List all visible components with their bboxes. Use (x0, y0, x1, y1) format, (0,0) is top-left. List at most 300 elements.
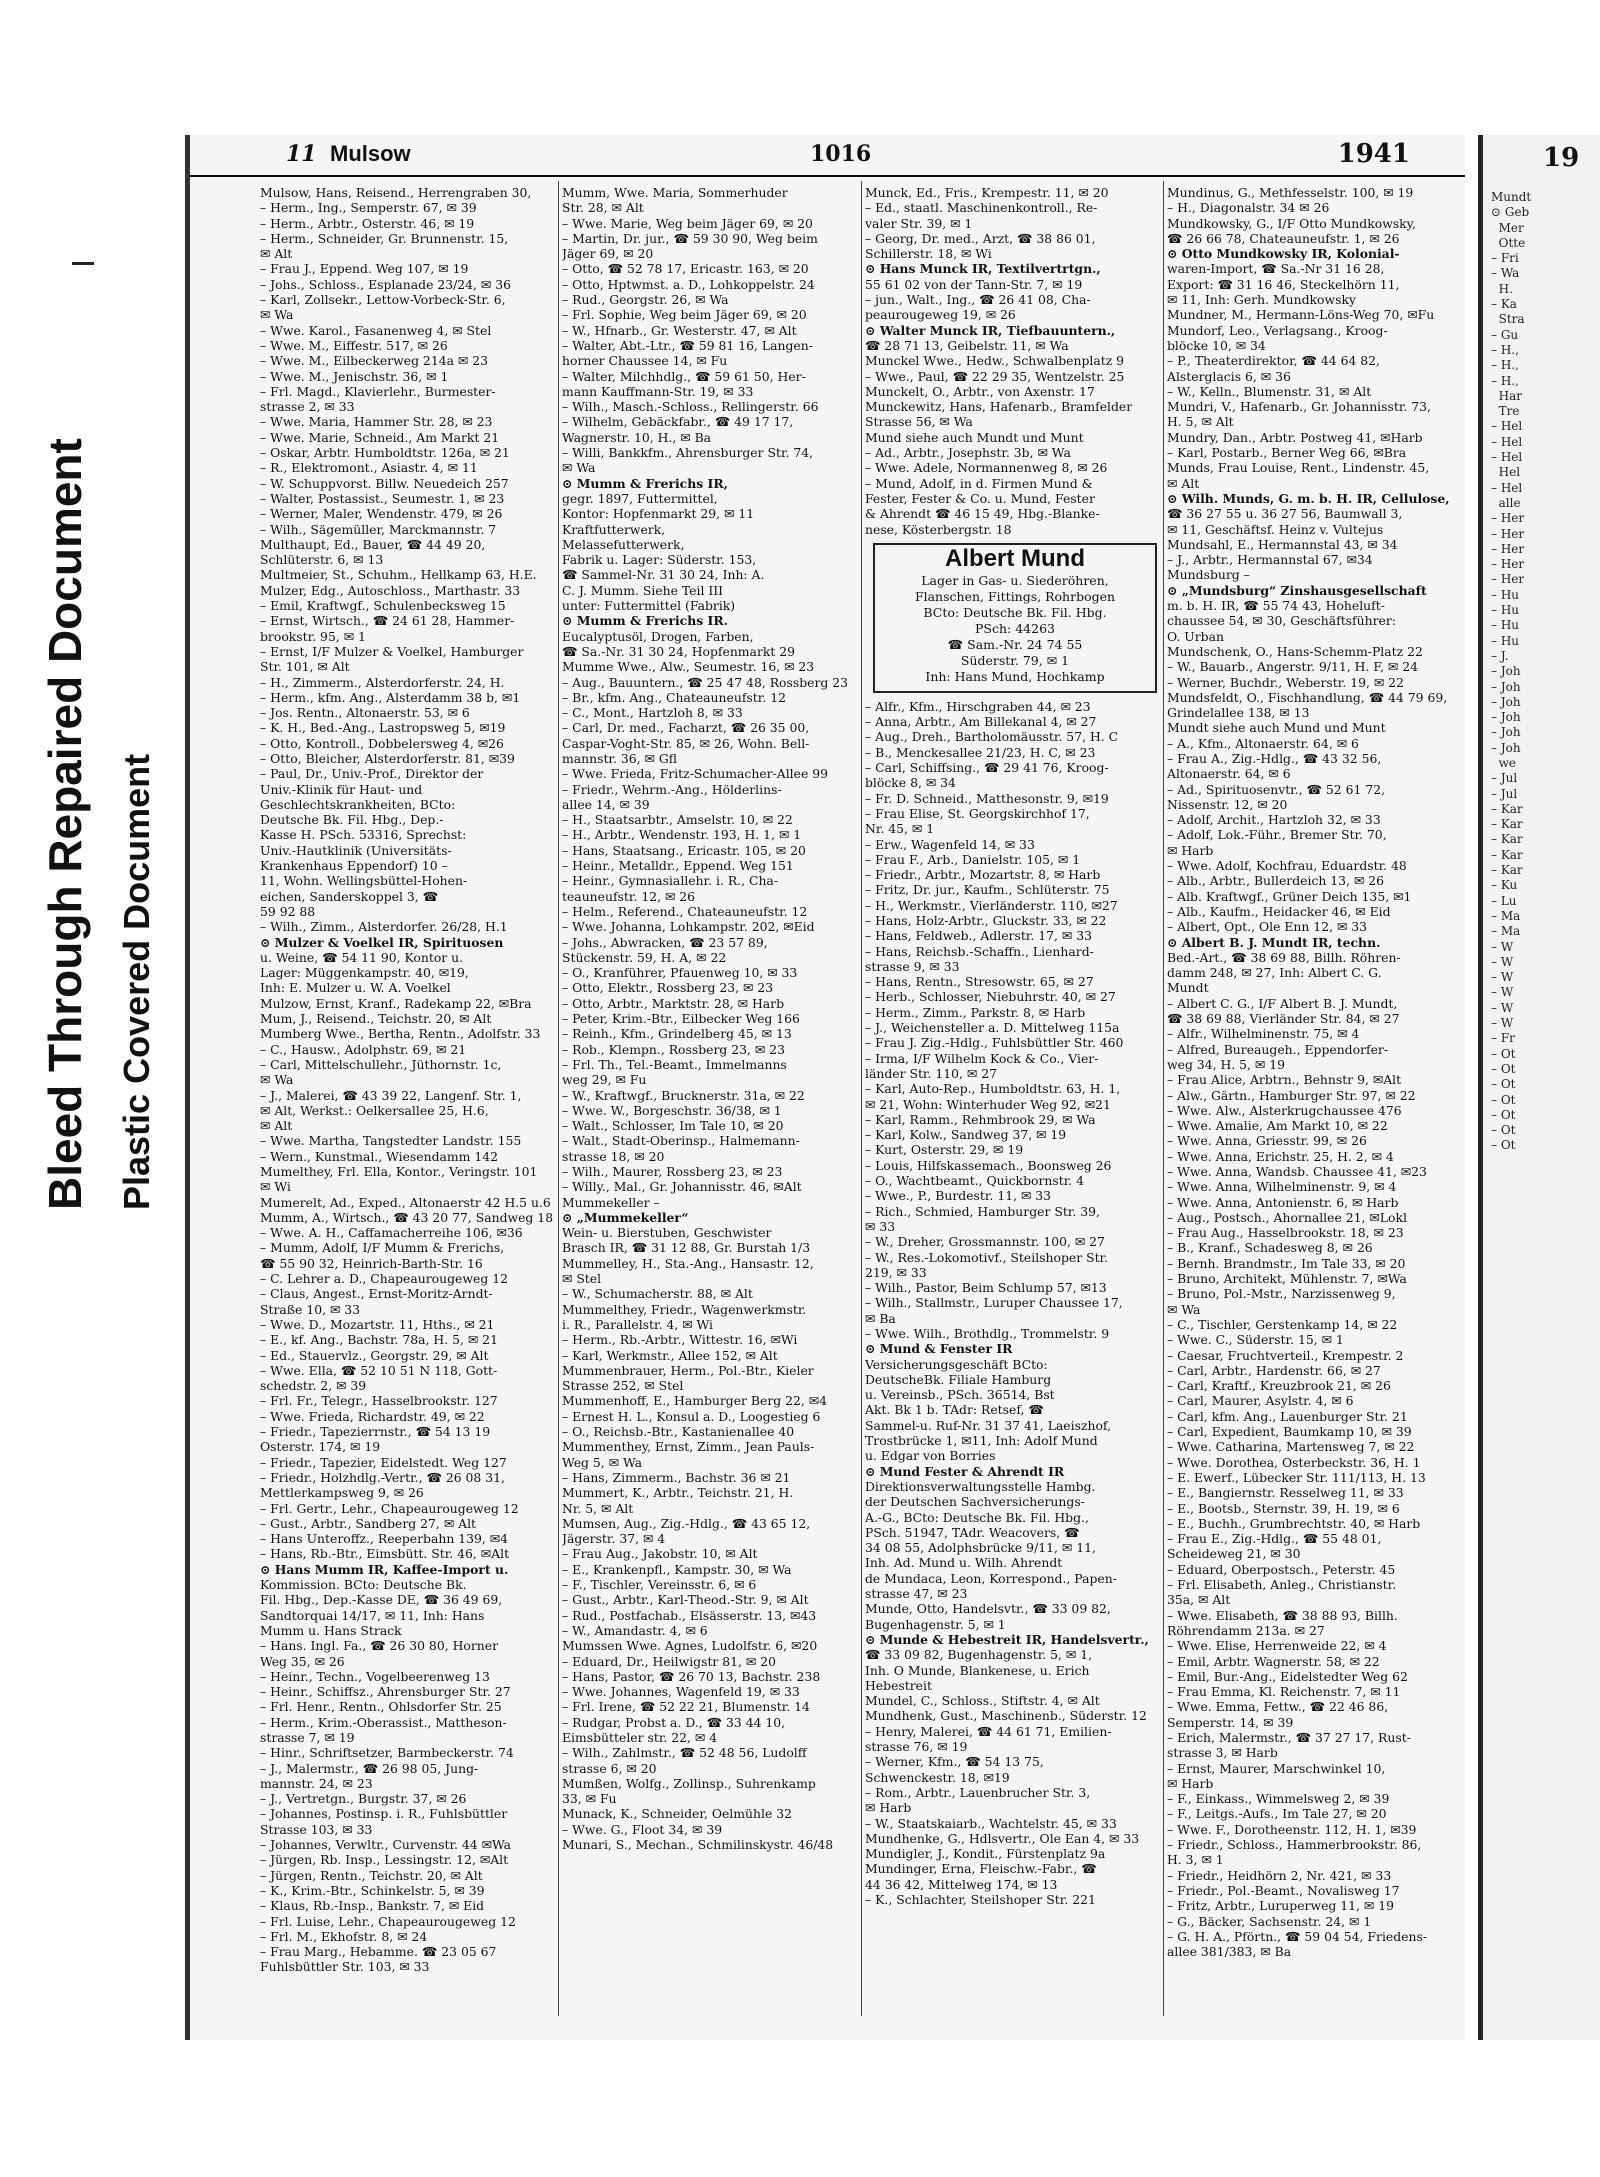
directory-entry: 219, ✉ 33 (865, 1264, 927, 1280)
directory-entry: Mumberg Wwe., Bertha, Rentn., Adolfstr. 33 (260, 1026, 541, 1042)
directory-entry: – Frau Aug., Jakobstr. 10, ✉ Alt (562, 1546, 758, 1562)
directory-entry: Scheideweg 21, ✉ 30 (1167, 1546, 1301, 1562)
directory-entry: – G., Bäcker, Sachsenstr. 24, ✉ 1 (1167, 1913, 1372, 1929)
adjacent-line: – Ot (1491, 1138, 1516, 1153)
adjacent-line: Mundt (1491, 190, 1532, 204)
directory-entry: – C., Tischler, Gerstenkamp 14, ✉ 22 (1167, 1316, 1398, 1332)
directory-entry: ⊙ Otto Mundkowsky IR, Kolonial- (1167, 246, 1400, 262)
directory-entry: – Ed., Stauervlz., Georgstr. 29, ✉ Alt (260, 1347, 489, 1363)
directory-entry: Mumsen, Aug., Zig.-Hdlg., ☎ 43 65 12, (562, 1515, 811, 1531)
adjacent-line: – W (1491, 939, 1514, 954)
directory-entry: strasse 3, ✉ Harb (1167, 1745, 1278, 1761)
directory-entry: – Johs., Schloss., Esplanade 23/24, ✉ 36 (260, 276, 512, 292)
directory-entry: Altonaerstr. 64, ✉ 6 (1167, 766, 1291, 782)
directory-entry: Kontor: Hopfenmarkt 29, ✉ 11 (562, 506, 755, 522)
adjacent-line: – W (1491, 1016, 1514, 1031)
directory-entry: Bed.-Art., ☎ 38 69 88, Billh. Röhren- (1167, 949, 1401, 965)
directory-entry: ✉ Wa (260, 1072, 294, 1088)
directory-entry: – Walter, Postassist., Seumestr. 1, ✉ 23 (260, 490, 505, 506)
column-3 (865, 185, 1165, 1907)
directory-entry: – Wwe. M., Eilbeckerweg 214a ✉ 23 (260, 353, 488, 369)
directory-entry: – Wwe. Anna, Wilhelminenstr. 9, ✉ 4 (1167, 1179, 1397, 1195)
advert-line: Inh: Hans Mund, Hochkamp (925, 668, 1105, 684)
directory-entry: – Herm., kfm. Ang., Alsterdamm 38 b, ✉1 (260, 689, 521, 705)
directory-entry: – Jürgen, Rentn., Teichstr. 20, ✉ Alt (260, 1867, 483, 1883)
directory-entry: Kraftfutterwerk, (562, 521, 666, 537)
directory-entry: Inh. Ad. Mund u. Wilh. Ahrendt (865, 1555, 1063, 1571)
directory-entry: Wein- u. Bierstuben, Geschwister (562, 1225, 772, 1241)
directory-entry: Mundkowsky, G., I/F Otto Mundkowsky, (1167, 215, 1416, 231)
advert-title: Albert Mund (945, 544, 1085, 572)
directory-entry: – O., Wachtbeamt., Quickbornstr. 4 (865, 1173, 1085, 1189)
adjacent-line: – Ot (1491, 1123, 1516, 1138)
directory-entry: ✉ 11, Inh: Gerh. Mundkowsky (1167, 292, 1356, 308)
directory-entry: Mummekeller – (562, 1194, 660, 1210)
directory-entry: – Wwe. Emma, Fettw., ☎ 22 46 86, (1167, 1699, 1389, 1715)
directory-entry: – Friedr., Tapezierrnstr., ☎ 54 13 19 (260, 1424, 491, 1440)
directory-entry: – Frl. Sophie, Weg beim Jäger 69, ✉ 20 (562, 307, 807, 323)
directory-entry: – Wwe. W., Borgeschstr. 36/38, ✉ 1 (562, 1102, 782, 1118)
directory-entry: A.-G., BCto: Deutsche Bk. Fil. Hbg., (865, 1509, 1089, 1525)
directory-entry: ✉ Wa (1167, 1301, 1201, 1317)
directory-entry: – Henry, Malerei, ☎ 44 61 71, Emilien- (865, 1723, 1112, 1739)
directory-entry: ⊙ Mund & Fenster IR (865, 1341, 1013, 1357)
directory-entry: – Wwe. Elise, Herrenweide 22, ✉ 4 (1167, 1638, 1387, 1654)
column-4 (1167, 185, 1467, 1959)
directory-entry: ✉ Alt, Werkst.: Oelkersallee 25, H.6, (260, 1102, 489, 1118)
directory-entry: Munckewitz, Hans, Hafenarb., Bramfelder (865, 399, 1133, 415)
directory-entry: Mundhenk, Gust., Maschinenb., Süderstr. 12 (865, 1708, 1147, 1724)
directory-entry: teauneufstr. 12, ✉ 26 (562, 888, 696, 904)
directory-entry: – Fr. D. Schneid., Matthesonstr. 9, ✉19 (865, 790, 1109, 806)
adjacent-line: – Her (1491, 511, 1525, 526)
directory-entry: – Emil, Kraftwgf., Schulenbecksweg 15 (260, 598, 506, 614)
directory-entry: nese, Kösterbergstr. 18 (865, 521, 1012, 537)
directory-entry: allee 14, ✉ 39 (562, 796, 650, 812)
directory-entry: – F., Tischler, Vereinsstr. 6, ✉ 6 (562, 1577, 757, 1593)
directory-entry: Eucalyptusöl, Drogen, Farben, (562, 628, 754, 644)
directory-entry: DeutscheBk. Filiale Hamburg (865, 1371, 1052, 1387)
directory-entry: – E., Buchh., Grumbrechtstr. 40, ✉ Harb (1167, 1515, 1421, 1531)
directory-entry: u. Weine, ☎ 54 11 90, Kontor u. (260, 949, 464, 965)
adjacent-line: – Kar (1491, 801, 1523, 816)
directory-entry: – Herm., Arbtr., Osterstr. 46, ✉ 19 (260, 215, 475, 231)
directory-entry: ⊙ Wilh. Munds, G. m. b. H. IR, Cellulose, (1167, 490, 1450, 506)
directory-entry: – Wwe. Wilh., Brothdlg., Trommelstr. 9 (865, 1326, 1110, 1341)
directory-entry: ⊙ Hans Mumm IR, Kaffee-Import u. (260, 1561, 509, 1577)
directory-entry: – Frau A., Zig.-Hdlg., ☎ 43 32 56, (1167, 750, 1382, 766)
directory-entry: gegr. 1897, Futtermittel, (562, 490, 718, 506)
directory-entry: – Karl, Postarb., Berner Weg 66, ✉Bra (1167, 445, 1407, 461)
directory-entry: Mundschenk, O., Hans-Schemm-Platz 22 (1167, 643, 1423, 659)
advert-line: PSch: 44263 (975, 620, 1055, 636)
directory-entry: – W., Bauarb., Angerstr. 9/11, H. F, ✉ 24 (1167, 659, 1418, 675)
directory-entry: – O., Reichsb.-Btr., Kastanienallee 40 (562, 1424, 795, 1440)
directory-entry: 34 08 55, Adolphsbrücke 9/11, ✉ 11, (865, 1540, 1096, 1556)
adjacent-page-number: 19 (1543, 143, 1580, 173)
directory-entry: – W., Staatskaiarb., Wachtelstr. 45, ✉ 33 (865, 1815, 1117, 1831)
directory-entry: Direktionsverwaltungsstelle Hambg. (865, 1478, 1096, 1494)
directory-entry: – Hans, Pastor, ☎ 26 70 13, Bachstr. 238 (562, 1668, 821, 1684)
directory-entry: Mulsow, Hans, Reisend., Herrengraben 30, (260, 185, 532, 200)
directory-entry: – Fritz, Dr. jur., Kaufm., Schlüterstr. 75 (865, 882, 1110, 898)
adjacent-line: – Hel (1491, 419, 1523, 434)
directory-entry: Osterstr. 174, ✉ 19 (260, 1439, 381, 1455)
directory-entry: Fester, Fester & Co. u. Mund, Fester (865, 490, 1095, 506)
header-prefix: 11 (286, 141, 317, 167)
directory-entry: – Wwe. Johannes, Wagenfeld 19, ✉ 33 (562, 1684, 800, 1700)
adjacent-line: Tre (1491, 404, 1520, 419)
directory-entry: Mummenhoff, E., Hamburger Berg 22, ✉4 (562, 1393, 828, 1409)
adjacent-line: – Joh (1491, 664, 1521, 679)
column-2 (562, 185, 862, 1852)
directory-entry: Hebestreit (865, 1677, 932, 1693)
directory-entry: Mundt (1167, 980, 1209, 996)
directory-entry: – Herm., Zimm., Parkstr. 8, ✉ Harb (865, 1004, 1086, 1020)
directory-entry: ☎ 38 69 88, Vierländer Str. 84, ✉ 27 (1167, 1011, 1400, 1027)
directory-entry: ✉ Wi (260, 1179, 291, 1195)
directory-entry: – Anna, Arbtr., Am Billekanal 4, ✉ 27 (865, 714, 1097, 730)
directory-entry: – Walt., Stadt-Oberinsp., Halmemann- (562, 1133, 800, 1149)
directory-entry: – Wwe., Paul, ☎ 22 29 35, Wentzelstr. 25 (865, 368, 1125, 384)
directory-entry: Semperstr. 14, ✉ 39 (1167, 1714, 1294, 1730)
directory-entry: – Herm., Schneider, Gr. Brunnenstr. 15, (260, 230, 509, 246)
directory-entry: – Johannes, Verwltr., Curvenstr. 44 ✉Wa (260, 1837, 512, 1853)
directory-entry: Bugenhagenstr. 5, ✉ 1 (865, 1616, 1006, 1632)
directory-entry: – Heinr., Metalldr., Eppend. Weg 151 (562, 858, 794, 874)
directory-entry: – Rich., Schmied, Hamburger Str. 39, (865, 1203, 1100, 1219)
directory-entry: – Bruno, Architekt, Mühlenstr. 7, ✉Wa (1167, 1271, 1407, 1287)
directory-entry: – F., Leitgs.-Aufs., Im Tale 27, ✉ 20 (1167, 1806, 1387, 1822)
directory-entry: Röhrendamm 213a. ✉ 27 (1167, 1622, 1325, 1638)
directory-entry: schedstr. 2, ✉ 39 (260, 1378, 367, 1394)
directory-entry: – Walter, Abt.-Ltr., ☎ 59 81 16, Langen- (562, 337, 813, 353)
adjacent-line: – H., (1491, 342, 1519, 357)
adjacent-line: – Her (1491, 572, 1525, 587)
directory-entry: ✉ Alt (260, 1118, 293, 1134)
directory-entry: – J., Arbtr., Hermannstal 67, ✉34 (1167, 552, 1373, 568)
directory-entry: Mundinger, Erna, Fleischw.-Fabr., ☎ (865, 1861, 1097, 1877)
directory-entry: – Carl, Expedient, Baumkamp 10, ✉ 39 (1167, 1424, 1412, 1440)
directory-entry: Mumssen Wwe. Agnes, Ludolfstr. 6, ✉20 (562, 1638, 818, 1654)
directory-entry: – C., Hausw., Adolphstr. 69, ✉ 21 (260, 1041, 467, 1057)
directory-entry: Str. 28, ✉ Alt (562, 200, 644, 216)
directory-entry: – Frau J., Eppend. Weg 107, ✉ 19 (260, 261, 469, 277)
directory-entry: – Reinh., Kfm., Grindelberg 45, ✉ 13 (562, 1026, 792, 1042)
adjacent-line: – Joh (1491, 679, 1521, 694)
directory-entry: – Hans, Rb.-Btr., Eimsbütt. Str. 46, ✉Alt (260, 1546, 510, 1562)
directory-entry: ✉ Harb (1167, 1775, 1214, 1791)
directory-entry: – Wwe. F., Dorotheenstr. 112, H. 1, ✉39 (1167, 1821, 1417, 1837)
directory-entry: – Mund, Adolf, in d. Firmen Mund & (865, 475, 1093, 491)
directory-entry: – Albert, Opt., Ole Enn 12, ✉ 33 (1167, 919, 1368, 935)
directory-entry: eichen, Sanderskoppel 3, ☎ (260, 888, 439, 904)
directory-entry: – Wwe. Marie, Schneid., Am Markt 21 (260, 429, 500, 445)
adjacent-line: – Hel (1491, 450, 1523, 465)
adjacent-line: – Hu (1491, 603, 1520, 618)
bleed-through-label: Bleed Through Repaired Document (39, 438, 91, 1210)
directory-entry: ⊙ Albert B. J. Mundt IR, techn. (1167, 934, 1381, 950)
directory-entry: Mummert, K., Arbtr., Teichstr. 21, H. (562, 1485, 794, 1501)
adjacent-line: – Hu (1491, 618, 1520, 633)
directory-entry: Munckelt, O., Arbtr., von Axenstr. 17 (865, 383, 1095, 399)
directory-entry: Mund siehe auch Mundt und Munt (865, 429, 1084, 445)
directory-entry: – Karl, Werkmstr., Allee 152, ✉ Alt (562, 1347, 778, 1363)
directory-entry: – Frau F., Arb., Danielstr. 105, ✉ 1 (865, 851, 1081, 867)
directory-entry: Sandtorquai 14/17, ✉ 11, Inh: Hans (260, 1607, 485, 1623)
adjacent-line: – Kar (1491, 817, 1523, 832)
directory-entry: mannstr. 36, ✉ Gfl (562, 750, 677, 766)
adjacent-line: – Ku (1491, 878, 1518, 893)
directory-entry: – Willi, Bankkfm., Ahrensburger Str. 74, (562, 445, 814, 461)
directory-entry: ⊙ Munde & Hebestreit IR, Handelsvertr., (865, 1631, 1149, 1647)
directory-entry: – Frau Aug., Hasselbrookstr. 18, ✉ 23 (1167, 1225, 1404, 1241)
directory-entry: – Wwe. Anna, Griesstr. 99, ✉ 26 (1167, 1133, 1367, 1149)
directory-entry: – Karl, Zollsekr., Lettow-Vorbeck-Str. 6, (260, 292, 506, 308)
directory-entry: – Carl, kfm. Ang., Lauenburger Str. 21 (1167, 1408, 1408, 1424)
directory-entry: – Caesar, Fruchtverteil., Krempestr. 2 (1167, 1347, 1404, 1363)
directory-entry: – Hans, Holz-Arbtr., Gluckstr. 33, ✉ 22 (865, 912, 1107, 928)
directory-entry: valer Str. 39, ✉ 1 (865, 215, 973, 231)
albert-mund-advert (873, 543, 1157, 693)
directory-entry: Mumm u. Hans Strack (260, 1622, 402, 1638)
directory-entry: Munack, K., Schneider, Oelmühle 32 (562, 1806, 792, 1822)
directory-entry: – Frau Marg., Hebamme. ☎ 23 05 67 (260, 1944, 497, 1960)
directory-entry: – Rud., Postfachab., Elsässerstr. 13, ✉43 (562, 1607, 817, 1623)
scan-edge-mark (72, 262, 94, 265)
adjacent-line: – Jul (1491, 771, 1518, 786)
directory-entry: – Hans, Rentn., Stresowstr. 65, ✉ 27 (865, 974, 1094, 990)
adjacent-line: – Hel (1491, 434, 1523, 449)
page-number: 1016 (810, 141, 872, 167)
directory-entry: – Aug., Postsch., Ahornallee 21, ✉Lokl (1167, 1209, 1407, 1225)
advert-line: Süderstr. 79, ✉ 1 (960, 652, 1070, 668)
directory-entry: Mundinus, G., Methfesselstr. 100, ✉ 19 (1167, 185, 1414, 200)
directory-entry: Jäger 69, ✉ 20 (562, 246, 654, 262)
directory-entry: – K. H., Bed.-Ang., Lastropsweg 5, ✉19 (260, 720, 506, 736)
directory-entry: Munde, Otto, Handelsvtr., ☎ 33 09 82, (865, 1601, 1111, 1617)
directory-entry: de Mundaca, Leon, Korrespond., Papen- (865, 1570, 1117, 1586)
directory-entry: – Oskar, Arbtr. Humboldtstr. 126a, ✉ 21 (260, 445, 510, 461)
directory-entry: damm 248, ✉ 27, Inh: Albert C. G. (1167, 965, 1382, 981)
directory-entry: Mundner, M., Hermann-Löns-Weg 70, ✉Fu (1167, 307, 1435, 323)
directory-entry: ✉ 33 (865, 1218, 896, 1234)
directory-entry: – Bruno, Pol.-Mstr., Narzissenweg 9, (1167, 1286, 1396, 1302)
directory-entry: – Frl. Th., Tel.-Beamt., Immelmanns (562, 1056, 787, 1072)
directory-entry: Mummelthey, Friedr., Wagenwerkmstr. (562, 1301, 807, 1317)
directory-entry: 44 36 42, Mittelweg 174, ✉ 13 (865, 1876, 1058, 1892)
directory-entry: peaurougeweg 19, ✉ 26 (865, 307, 1016, 323)
directory-entry: – Wwe. D., Mozartstr. 11, Hths., ✉ 21 (260, 1316, 495, 1332)
directory-entry: – Carl, Kraftf., Kreuzbrook 21, ✉ 26 (1167, 1378, 1391, 1394)
directory-entry: ✉ Wa (260, 307, 294, 323)
directory-entry: – Ed., staatl. Maschinenkontroll., Re- (865, 200, 1098, 216)
directory-entry: Sammel-u. Ruf-Nr. 31 37 41, Laeiszhof, (865, 1417, 1112, 1433)
directory-entry: – Hans, Zimmerm., Bachstr. 36 ✉ 21 (562, 1469, 791, 1485)
directory-entry: – Ad., Spirituosenvtr., ☎ 52 61 72, (1167, 781, 1386, 797)
directory-entry: – Wwe. Martha, Tangstedter Landstr. 155 (260, 1133, 522, 1149)
directory-entry: – Wwe. Anna, Wandsb. Chaussee 41, ✉23 (1167, 1164, 1427, 1179)
directory-entry: – Wwe. Anna, Erichstr. 25, H. 2, ✉ 4 (1167, 1148, 1394, 1164)
directory-entry: – Frl. Fr., Telegr., Hasselbrookstr. 127 (260, 1393, 498, 1409)
directory-entry: – Carl, Dr. med., Facharzt, ☎ 26 35 00, (562, 720, 810, 736)
directory-entry: – E., Krankenpfl., Kampstr. 30, ✉ Wa (562, 1561, 792, 1577)
directory-entry: ☎ Sammel-Nr. 31 30 24, Inh: A. (562, 567, 765, 583)
directory-entry: – Wwe. Dorothea, Osterbeckstr. 36, H. 1 (1167, 1454, 1421, 1470)
directory-entry: Mundsburg – (1167, 567, 1250, 583)
directory-entry: – Ernst, I/F Mulzer & Voelkel, Hamburger (260, 643, 524, 659)
directory-entry: – Martin, Dr. jur., ☎ 59 30 90, Weg beim (562, 230, 818, 246)
column-1 (260, 185, 560, 1975)
directory-entry: Fuhlsbüttler Str. 103, ✉ 33 (260, 1959, 430, 1975)
directory-entry: – Wilh., Zahlmstr., ☎ 52 48 56, Ludolff (562, 1745, 807, 1761)
directory-entry: – Frau J. Zig.-Hdlg., Fuhlsbüttler Str. 460 (865, 1035, 1124, 1051)
directory-entry: – H., Staatsarbtr., Amselstr. 10, ✉ 22 (562, 812, 793, 828)
directory-entry: – Friedr., Wehrm.-Ang., Hölderlins- (562, 781, 782, 797)
adjacent-line: – H., (1491, 373, 1519, 388)
adjacent-line: we (1491, 755, 1517, 770)
directory-entry: – Wwe., P., Burdestr. 11, ✉ 33 (865, 1188, 1052, 1204)
directory-entry: – Carl, Maurer, Asylstr. 4, ✉ 6 (1167, 1393, 1354, 1409)
adjacent-line: – Her (1491, 557, 1525, 572)
directory-entry: Stückenstr. 59, H. A, ✉ 22 (562, 949, 727, 965)
directory-entry: – Hans. Ingl. Fa., ☎ 26 30 80, Horner (260, 1638, 498, 1654)
directory-entry: – B., Menckesallee 21/23, H. C, ✉ 23 (865, 744, 1096, 760)
directory-entry: – Werner, Maler, Wendenstr. 479, ✉ 26 (260, 506, 503, 522)
directory-entry: – K., Krim.-Btr., Schinkelstr. 5, ✉ 39 (260, 1882, 485, 1898)
adjacent-line: – Joh (1491, 710, 1521, 725)
directory-entry: – Herm., Ing., Semperstr. 67, ✉ 39 (260, 200, 477, 216)
page-header (190, 135, 1465, 177)
directory-entry: O. Urban (1167, 628, 1224, 644)
directory-entry: – Fritz, Arbtr., Luruperweg 11, ✉ 19 (1167, 1898, 1394, 1914)
adjacent-line: – Her (1491, 526, 1525, 541)
directory-entry: – Ernst, Maurer, Marschwinkel 10, (1167, 1760, 1386, 1776)
directory-entry: – O., Kranführer, Pfauenweg 10, ✉ 33 (562, 965, 798, 981)
directory-entry: ☎ Sa.-Nr. 31 30 24, Hopfenmarkt 29 (562, 643, 796, 659)
directory-entry: H. 3, ✉ 1 (1167, 1852, 1224, 1868)
directory-entry: ☎ 33 09 82, Bugenhagenstr. 5, ✉ 1, (865, 1647, 1093, 1663)
directory-entry: – Erich, Malermstr., ☎ 37 27 17, Rust- (1167, 1729, 1411, 1745)
directory-entry: strasse 76, ✉ 19 (865, 1739, 968, 1755)
directory-entry: – Hans, Reichsb.-Schaffn., Lienhard- (865, 943, 1094, 959)
directory-entry: Deutsche Bk. Fil. Hbg., Dep.- (260, 812, 444, 828)
directory-entry: – Alb. Kraftwgf., Grüner Deich 135, ✉1 (1167, 888, 1412, 904)
directory-entry: – Hans Unteroffz., Reeperbahn 139, ✉4 (260, 1531, 509, 1547)
directory-entry: – Emil, Arbtr. Wagnerstr. 58, ✉ 22 (1167, 1653, 1380, 1669)
adjacent-line: – Wa (1491, 266, 1520, 281)
directory-entry: – J., Malermstr., ☎ 26 98 05, Jung- (260, 1760, 479, 1776)
directory-entry: Munari, S., Mechan., Schmilinskystr. 46/48 (562, 1837, 834, 1853)
adjacent-page (1478, 135, 1600, 2040)
directory-entry: – Wwe. Adolf, Kochfrau, Eduardstr. 48 (1167, 858, 1407, 874)
directory-entry: – H., Diagonalstr. 34 ✉ 26 (1167, 200, 1330, 216)
header-keyword: Mulsow (330, 141, 411, 166)
directory-entry: – Wwe. Ella, ☎ 52 10 51 N 118, Gott- (260, 1362, 498, 1378)
directory-entry: – Alw., Gärtn., Hamburger Str. 97, ✉ 22 (1167, 1087, 1416, 1103)
adjacent-line: alle (1491, 495, 1521, 510)
directory-entry: Strasse 103, ✉ 33 (260, 1821, 373, 1837)
directory-entry: – H., Arbtr., Wendenstr. 193, H. 1, ✉ 1 (562, 827, 802, 843)
directory-entry: – E., kf. Ang., Bachstr. 78a, H. 5, ✉ 21 (260, 1332, 498, 1348)
directory-entry: – Heinr., Gymnasiallehr. i. R., Cha- (562, 873, 779, 889)
directory-entry: – Otto, Hptwmst. a. D., Lohkoppelstr. 24 (562, 276, 815, 292)
adjacent-line: – Kar (1491, 832, 1523, 847)
directory-entry: Mulzer, Edg., Autoschloss., Marthastr. 33 (260, 582, 521, 598)
directory-entry: – Johs., Abwracken, ☎ 23 57 89, (562, 934, 768, 950)
directory-entry: Mundorf, Leo., Verlagsang., Kroog- (1167, 322, 1388, 338)
directory-entry: Versicherungsgeschäft BCto: (865, 1356, 1048, 1372)
directory-entry: strasse 7, ✉ 19 (260, 1729, 355, 1745)
directory-entry: – Rudgar, Probst a. D., ☎ 33 44 10, (562, 1714, 786, 1730)
directory-entry: ✉ Alt (260, 246, 293, 262)
directory-entry: ✉ Stel (562, 1271, 602, 1287)
directory-entry: Mundhenke, G., Hdlsvertr., Ole Ean 4, ✉ 33 (865, 1830, 1140, 1846)
adjacent-line: – Ma (1491, 924, 1521, 939)
adjacent-line: – Hu (1491, 587, 1520, 602)
directory-entry: – J., Weichensteller a. D. Mittelweg 115a (865, 1020, 1120, 1036)
directory-entry: Lager: Müggenkampstr. 40, ✉19, (260, 965, 469, 981)
directory-entry: – Friedr., Schloss., Hammerbrookstr. 86, (1167, 1837, 1422, 1853)
directory-entry: Schwenckestr. 18, ✉19 (865, 1769, 1010, 1785)
adjacent-line: – Ot (1491, 1092, 1516, 1107)
directory-entry: ⊙ Mumm & Frerichs IR. (562, 613, 728, 629)
adjacent-line: – Ka (1491, 297, 1517, 312)
directory-entry: Straße 10, ✉ 33 (260, 1301, 361, 1317)
directory-entry: – W. Schuppvorst. Billw. Neuedeich 257 (260, 475, 509, 491)
directory-entry: – Heinr., Techn., Vogelbeerenweg 13 (260, 1668, 490, 1684)
directory-entry: – Walt., Schlosser, Im Tale 10, ✉ 20 (562, 1118, 784, 1134)
directory-entry: weg 29, ✉ Fu (562, 1072, 647, 1088)
directory-entry: – Louis, Hilfskassemach., Boonsweg 26 (865, 1157, 1112, 1173)
adjacent-line: – Ot (1491, 1046, 1516, 1061)
directory-entry: – Alb., Kaufm., Heidacker 46, ✉ Eid (1167, 903, 1391, 919)
directory-entry: strasse 47, ✉ 23 (865, 1586, 968, 1602)
directory-entry: der Deutschen Sachversicherungs- (865, 1494, 1085, 1510)
directory-entry: ⊙ Mumm & Frerichs IR, (562, 475, 728, 491)
directory-entry: allee 381/383, ✉ Ba (1167, 1944, 1292, 1960)
directory-entry: Geschlechtskrankheiten, BCto: (260, 796, 456, 812)
directory-entry: – jun., Walt., Ing., ☎ 26 41 08, Cha- (865, 292, 1091, 308)
directory-entry: Multmeier, St., Schuhm., Hellkamp 63, H.E. (260, 567, 537, 583)
adjacent-line: Har (1491, 388, 1522, 403)
directory-entry: – Friedr., Heidhörn 2, Nr. 421, ✉ 33 (1167, 1867, 1392, 1883)
directory-entry: – Wwe. A. H., Caffamacherreihe 106, ✉36 (260, 1225, 523, 1241)
directory-entry: Krankenhaus Eppendorf) 10 – (260, 858, 448, 874)
directory-entry: Akt. Bk 1 b. TAdr: Retsef, ☎ (865, 1402, 1044, 1418)
adjacent-line: – W (1491, 1000, 1514, 1015)
directory-entry: Mummenbrauer, Herm., Pol.-Btr., Kieler (562, 1362, 814, 1378)
directory-entry: H. 5, ✉ Alt (1167, 414, 1234, 430)
directory-entry: Caspar-Voght-Str. 85, ✉ 26, Wohn. Bell- (562, 735, 810, 751)
adjacent-line: H. (1491, 281, 1513, 296)
directory-entry: 11, Wohn. Wellingsbüttel-Hohen- (260, 873, 468, 889)
directory-entry: – Wern., Kunstmal., Wiesendamm 142 (260, 1148, 498, 1164)
directory-entry: – Claus, Angest., Ernst-Moritz-Arndt- (260, 1286, 493, 1302)
advert-line: ☎ Sam.-Nr. 24 74 55 (947, 636, 1083, 652)
directory-entry: – Frau Elise, St. Georgskirchhof 17, (865, 805, 1090, 821)
directory-entry: ✉ 11, Geschäftsf. Heinz v. Vultejus (1167, 521, 1384, 537)
directory-entry: – Wilh., Pastor, Beim Schlump 57, ✉13 (865, 1280, 1107, 1296)
adjacent-line: Otte (1491, 235, 1526, 250)
directory-entry: – Mumm, Adolf, I/F Mumm & Frerichs, (260, 1240, 505, 1256)
directory-entry: Mundt siehe auch Mund und Munt (1167, 720, 1386, 736)
directory-entry: – Aug., Bauuntern., ☎ 25 47 48, Rossberg 23 (562, 674, 849, 690)
directory-entry: Melassefutterwerk, (562, 536, 685, 552)
directory-entry: – Carl, Schiffsing., ☎ 29 41 76, Kroog- (865, 760, 1109, 776)
directory-entry: Mumßen, Wolfg., Zollinsp., Suhrenkamp (562, 1775, 816, 1791)
directory-entry: Mumm, Wwe. Maria, Sommerhuder (562, 185, 788, 200)
